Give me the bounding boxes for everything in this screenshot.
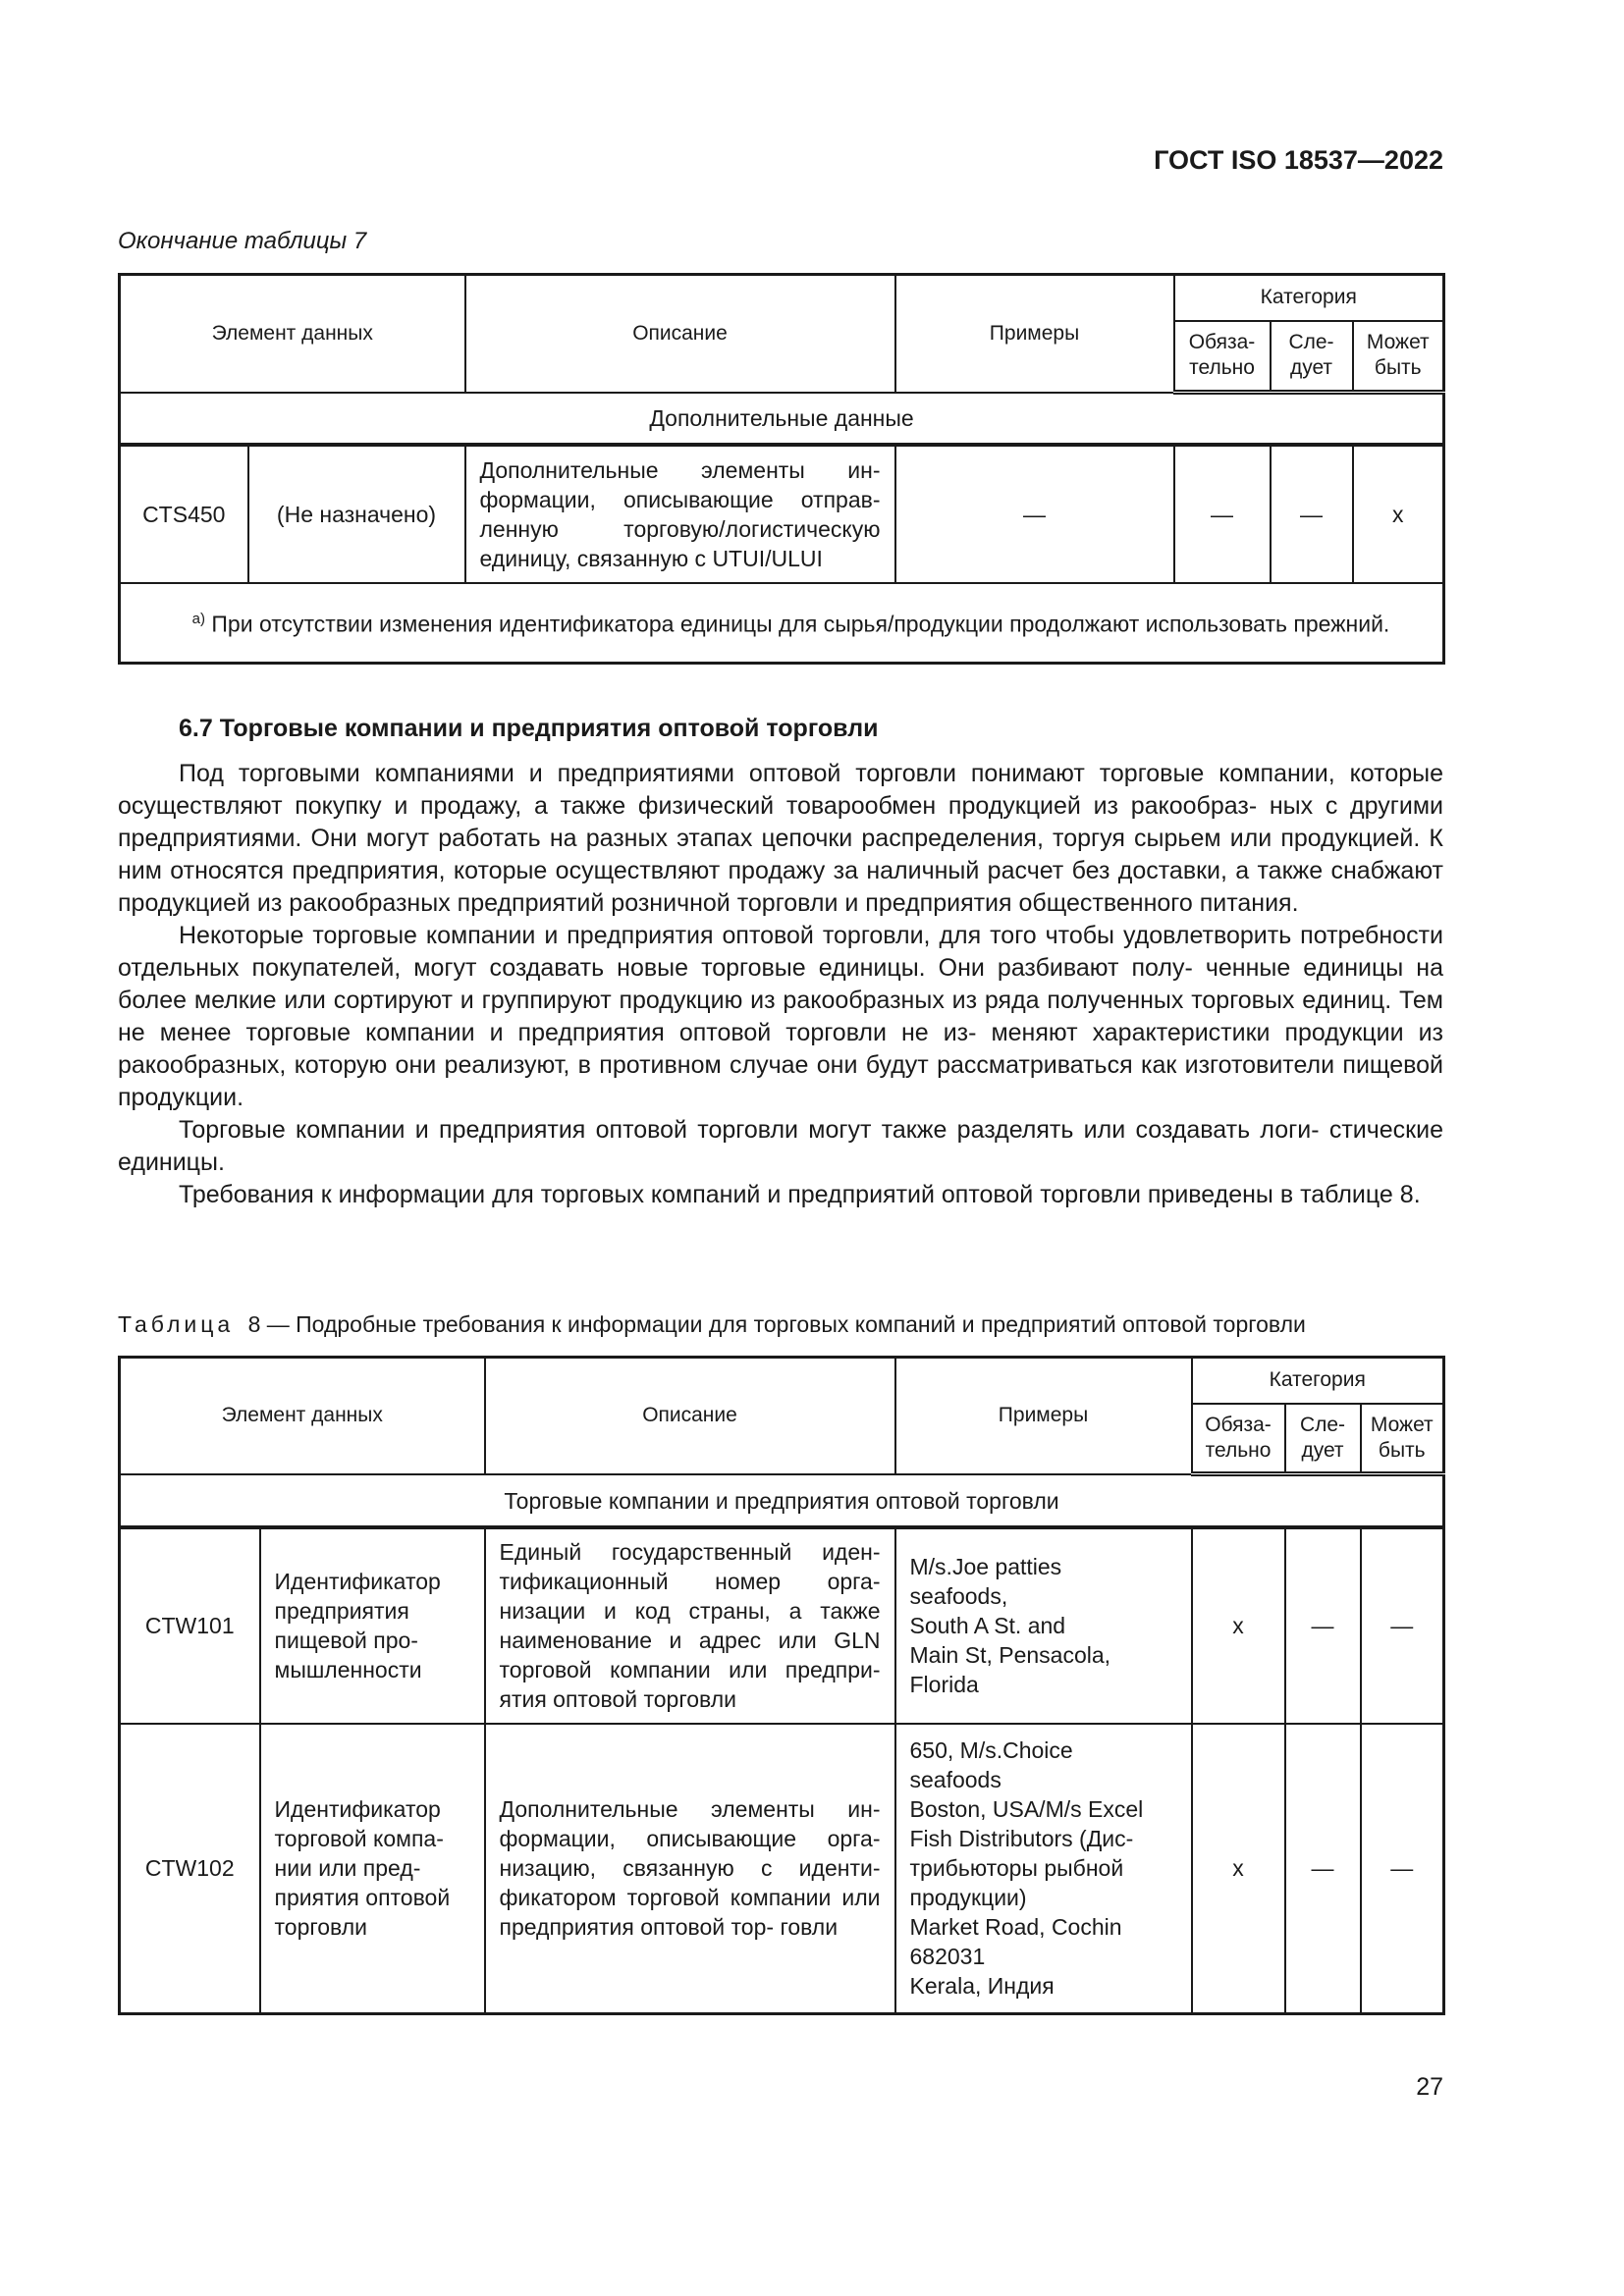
cell-may: — xyxy=(1361,1724,1444,2014)
cell-description: Дополнительные элементы ин- формации, описывающие орга- низацию, связанную с иденти- фикатором торговой компании или предприятия оптовой тор- говли xyxy=(485,1724,895,2014)
col-header-category: Категория xyxy=(1192,1358,1444,1404)
cell-examples: — xyxy=(895,445,1174,583)
table-caption xyxy=(118,1311,1453,1338)
table-8 xyxy=(118,1356,1445,2015)
footnote-text: При отсутствии изменения идентификатора единицы для сырья/продукции продолжают использовать прежний. xyxy=(211,611,1390,637)
col-header-examples: Примеры xyxy=(895,275,1174,393)
table-caption-text: — Подробные требования к информации для торговых компаний и предприятий оптовой торговли xyxy=(266,1311,1306,1337)
section-title: 6.7 Торговые компании и предприятия оптовой торговли xyxy=(179,715,879,742)
cell-code: CTW101 xyxy=(120,1527,260,1724)
document-id: ГОСТ ISO 18537—2022 xyxy=(1154,145,1443,175)
paragraph: Некоторые торговые компании и предприятия оптовой торговли, для того чтобы удовлетворить потребности отдельных покупателей, могут создавать новые торговые единицы. Они разбивают полу- ченные единицы на более мелкие или сортируют и группируют продукцию из ракообразных из ряда полученных торговых единиц. Тем не менее торговые компании и предприятия оптовой торговли не из- меняют характеристики продукции из ракообразных, которую они реализуют, в противном случае они будут рассматриваться как изготовители пищевой продукции. xyxy=(118,922,1443,1111)
cell-name: (Не назначено) xyxy=(248,445,465,583)
col-header-category: Категория xyxy=(1174,275,1444,321)
example-line: seafoods, xyxy=(909,1583,1008,1609)
col-header-data-element: Элемент данных xyxy=(120,275,465,393)
cell-description: Дополнительные элементы ин- формации, описывающие отправ- ленную торговую/логистическую единицу, связанную с UTUI/ULUI xyxy=(465,445,895,583)
section-body xyxy=(118,758,1443,1211)
footnote-marker: а) xyxy=(191,610,205,627)
example-line: South A St. and xyxy=(909,1613,1066,1638)
example-line: трибьюторы рыбной xyxy=(909,1855,1124,1882)
cell-should: — xyxy=(1285,1527,1361,1724)
example-line: M/s.Joe patties xyxy=(909,1554,1062,1579)
example-line: 682031 xyxy=(909,1944,986,1970)
col-header-may: Может быть xyxy=(1361,1404,1444,1474)
table-7 xyxy=(118,273,1445,665)
example-line: Main St, Pensacola, xyxy=(909,1642,1111,1668)
table-caption-number: 8 xyxy=(247,1311,261,1337)
example-line: продукции) xyxy=(909,1885,1027,1911)
cell-description: Единый государственный иден- тификационный номер орга- низации и код страны, а также наименование и адрес или GLN торговой компании или предпри- ятия оптовой торговли xyxy=(485,1527,895,1724)
example-line: 650, M/s.Choice xyxy=(909,1737,1073,1764)
col-header-data-element: Элемент данных xyxy=(120,1358,485,1474)
cell-may: — xyxy=(1361,1527,1444,1724)
table-row xyxy=(120,1527,1444,1724)
cell-examples xyxy=(895,1527,1192,1724)
cell-name: Идентификатор предприятия пищевой про- мышленности xyxy=(260,1527,485,1724)
example-line: seafoods xyxy=(909,1767,1001,1793)
table-row xyxy=(120,445,1444,583)
table-caption-label: Таблица xyxy=(118,1311,235,1337)
table-row xyxy=(120,1724,1444,2014)
example-line: Florida xyxy=(909,1672,979,1697)
example-line: Fish Distributors (Дис- xyxy=(909,1826,1134,1852)
col-header-description: Описание xyxy=(465,275,895,393)
col-header-should: Сле- дует xyxy=(1285,1404,1361,1474)
col-header-may: Может быть xyxy=(1353,321,1444,393)
cell-mandatory: x xyxy=(1192,1724,1285,2014)
cell-should: — xyxy=(1285,1724,1361,2014)
section-row: Дополнительные данные xyxy=(120,393,1444,445)
paragraph: Под торговыми компаниями и предприятиями оптовой торговли понимают торговые компании, которые осуществляют покупку и продажу, а также физический товарообмен продукцией из ракообраз- ных с другими предприятиями. Они могут работать на разных этапах цепочки распределения, торгуя сырьем или продукцией. К ним относятся предприятия, которые осуществляют продажу за наличный расчет без доставки, а также снабжают продукцией из ракообразных предприятий розничной торговли и предприятия общественного питания. xyxy=(118,760,1443,917)
example-line: Market Road, Cochin xyxy=(909,1914,1122,1941)
section-row: Торговые компании и предприятия оптовой торговли xyxy=(120,1474,1444,1527)
paragraph: Требования к информации для торговых компаний и предприятий оптовой торговли приведены в таблице 8. xyxy=(179,1181,1421,1208)
cell-examples xyxy=(895,1724,1192,2014)
cell-should: — xyxy=(1271,445,1353,583)
col-header-should: Сле- дует xyxy=(1271,321,1353,393)
page-number: 27 xyxy=(1416,2073,1443,2101)
table-footnote xyxy=(120,583,1444,664)
col-header-description: Описание xyxy=(485,1358,895,1474)
table-continuation-label: Окончание таблицы 7 xyxy=(118,228,367,254)
cell-may: x xyxy=(1353,445,1444,583)
cell-mandatory: — xyxy=(1174,445,1271,583)
col-header-examples: Примеры xyxy=(895,1358,1192,1474)
cell-name: Идентификатор торговой компа- нии или пред- приятия оптовой торговли xyxy=(260,1724,485,2014)
example-line: Boston, USA/M/s Excel xyxy=(909,1796,1144,1823)
cell-code: CTW102 xyxy=(120,1724,260,2014)
cell-mandatory: x xyxy=(1192,1527,1285,1724)
paragraph: Торговые компании и предприятия оптовой торговли могут также разделять или создавать логи- стические единицы. xyxy=(118,1116,1443,1176)
cell-code: CTS450 xyxy=(120,445,248,583)
col-header-mandatory: Обяза- тельно xyxy=(1174,321,1271,393)
example-line: Kerala, Индия xyxy=(909,1973,1055,2000)
col-header-mandatory: Обяза- тельно xyxy=(1192,1404,1285,1474)
